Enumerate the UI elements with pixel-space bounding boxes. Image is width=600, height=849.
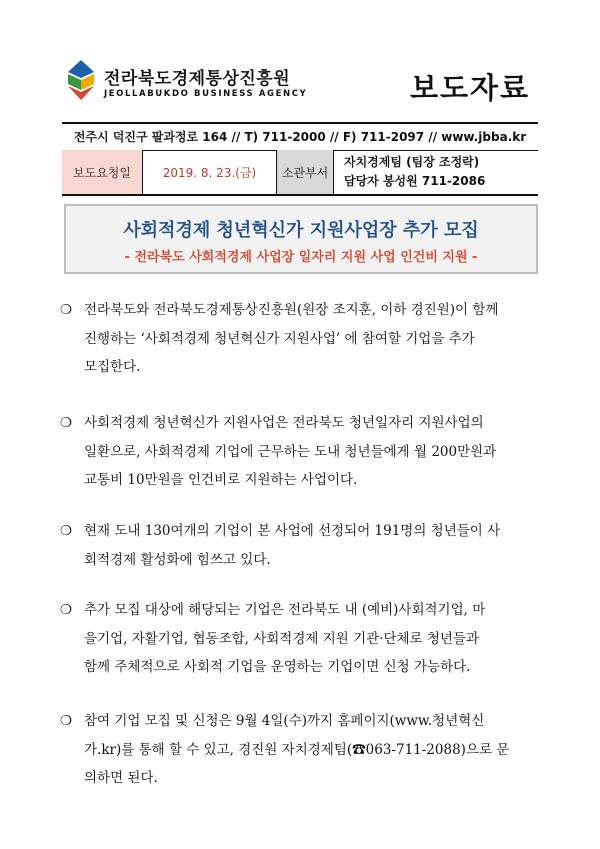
paragraph-5 xyxy=(60,707,550,793)
paragraph-line: 전라북도와 전라북도경제통상진흥원(원장 조지훈, 이하 경진원)이 함께 xyxy=(84,302,499,318)
paragraph-line: 모집한다. xyxy=(84,359,141,375)
paragraph-line: 교통비 10만원을 인건비로 지원하는 사업이다. xyxy=(84,472,358,488)
org-name-en: JEOLLABUKDO BUSINESS AGENCY xyxy=(104,89,308,99)
address-line: 전주시 덕진구 팔과정로 164 // T) 711-2000 // F) 711-2097 // www.jbba.kr xyxy=(62,124,538,151)
paragraph-line: 가.kr)를 통해 할 수 있고, 경진원 자치경제팀(☎063-711-2088)으로 문 xyxy=(84,741,510,758)
contact-table xyxy=(62,122,538,196)
headline: 사회적경제 청년혁신가 지원사업장 추가 모집 xyxy=(123,220,479,241)
bullet-icon: ❍ xyxy=(60,523,73,539)
subheadline: - 전라북도 사회적경제 사업장 일자리 지원 사업 인건비 지원 - xyxy=(124,250,478,265)
paragraph-4 xyxy=(60,596,550,682)
paragraph-line: 함께 주체적으로 사회적 기업을 운영하는 기업이면 신청 가능하다. xyxy=(84,659,471,675)
request-date-label: 보도요청일 xyxy=(62,150,142,194)
paragraph-line: 참여 기업 모집 및 신청은 9월 4일(수)까지 홈페이지(www.청년혁신 xyxy=(84,713,485,729)
department-contact: 담당자 봉성원 711-2086 xyxy=(344,174,486,188)
bullet-icon: ❍ xyxy=(60,415,73,431)
paragraph-line: 의하면 된다. xyxy=(84,770,158,786)
request-date: 2019. 8. 23.(금) xyxy=(142,150,276,194)
paragraph-3 xyxy=(60,517,550,574)
department-team: 자치경제팀 (팀장 조정락) xyxy=(344,155,480,169)
paragraph-1 xyxy=(60,296,550,382)
paragraph-line: 진행하는 ‘사회적경제 청년혁신가 지원사업’ 에 참여할 기업을 추가 xyxy=(84,330,475,347)
agency-logo-mark-icon xyxy=(64,58,98,102)
department-label: 소관부서 xyxy=(276,150,334,194)
paragraph-line: 회적경제 활성화에 힘쓰고 있다. xyxy=(84,551,271,568)
paragraph-line: 일환으로, 사회적경제 기업에 근무하는 도내 청년들에게 월 200만원과 xyxy=(84,443,497,460)
paragraph-line: 사회적경제 청년혁신가 지원사업은 전라북도 청년일자리 지원사업의 xyxy=(84,415,484,431)
bullet-icon: ❍ xyxy=(60,602,73,618)
paragraph-line: 현재 도내 130여개의 기업이 본 사업에 선정되어 191명의 청년들이 사 xyxy=(84,523,501,539)
paragraph-line: 추가 모집 대상에 해당되는 기업은 전라북도 내 (예비)사회적기업, 마 xyxy=(84,602,486,618)
doc-type-title: 보도자료 xyxy=(409,71,530,105)
department-info xyxy=(334,150,538,194)
org-name: 전라북도경제통상진흥원 xyxy=(104,69,291,89)
bullet-icon: ❍ xyxy=(60,302,73,318)
headline-box xyxy=(64,204,538,274)
bullet-icon: ❍ xyxy=(60,713,73,729)
paragraph-2 xyxy=(60,409,550,495)
agency-logo xyxy=(64,58,308,110)
contact-row xyxy=(62,150,538,194)
paragraph-line: 을기업, 자활기업, 협동조합, 사회적경제 지원 기관·단체로 청년들과 xyxy=(84,630,480,647)
